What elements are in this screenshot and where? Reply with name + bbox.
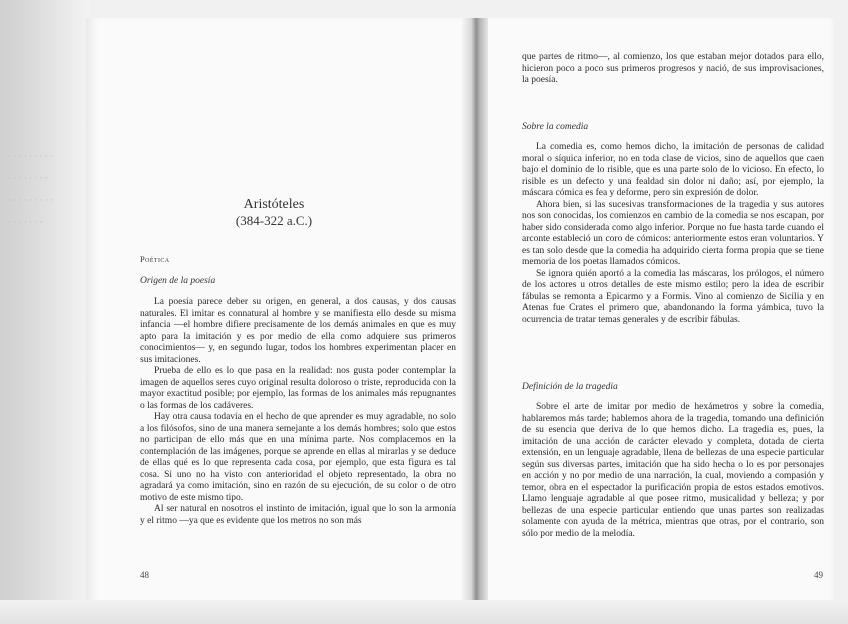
book-gutter bbox=[462, 18, 488, 608]
right-page bbox=[488, 18, 836, 606]
paragraph: La poesía parece deber su origen, en general, a dos causas, y dos causas naturales. El imitar es connatural al hombre y se manifiesta ello desde su misma infancia —el hombre difiere precisamente de los demás animales en que es muy apto para la imitación y es por medio de ella como adquiere sus primeros conocimientos— y, en segundo lugar, todos los hombres experimentan placer en sus imitaciones. bbox=[140, 297, 456, 365]
paragraph: Ahora bien, si las sucesivas transformaciones de la tragedia y sus autores nos son conocidas, los comienzos en cambio de la comedia se nos escapan, por haber sido considerada como algo inferior. Porque no fue hasta tarde cuando el arconte estableció un coro de cómicos: anteriormente estos eran voluntarios. Y es tan solo desde que la comedia ha adquirido cierta forma propia que se tiene memoria de los poetas llamados cómicos. bbox=[522, 199, 824, 267]
left-body-text bbox=[140, 297, 456, 527]
scanner-bottom-shadow bbox=[0, 600, 848, 624]
heading-origen: Origen de la poesía bbox=[140, 276, 216, 286]
paragraph: La comedia es, como hemos dicho, la imitación de personas de calidad moral o síquica inferior, no en toda clase de vicios, sino de aquellos que caen bajo el dominio de lo risible, que es una parte solo de lo vicioso. En efecto, lo risible es un defecto y una fealdad sin dolor ni daño; así, por ejemplo, la máscara cómica es fea y deforme, pero sin expresión de dolor. bbox=[522, 142, 824, 198]
paragraph: Hay otra causa todavía en el hecho de que aprender es muy agradable, no solo a los filósofos, sino de una manera semejante a los demás hombres; solo que estos no participan de ello más que en una mínima parte. Nos complacemos en la contemplación de las imágenes, porque se aprende en ellas al mirarlas y se deduce de ellas qué es lo que representa cada cosa, por ejemplo, que esta figura es tal cosa. Si uno no ha visto con anterioridad el objeto representado, la obra no agradará ya como imitación, sino en razón de su ejecución, de su color o de otro motivo de este mismo tipo. bbox=[140, 412, 456, 503]
right-continuation-text bbox=[522, 52, 824, 87]
left-page bbox=[86, 18, 462, 606]
author-name: Aristóteles bbox=[243, 197, 305, 212]
page-number-left: 48 bbox=[140, 570, 149, 580]
author-dates: (384-322 a.C.) bbox=[235, 213, 313, 228]
paragraph: Sobre el arte de imitar por medio de hexámetros y sobre la comedia, hablaremos más tarde; hablemos ahora de la tragedia, tomando una definición de su esencia que deriva de lo que hemos dicho. La tragedia es, pues, la imitación de una acción de carácter elevado y completa, dotada de cierta extensión, en un lenguaje agradable, llena de bellezas de una especie particular según sus diversas partes, imitación que ha sido hecha o lo es por personajes en acción y no por medio de una narración, la cual, moviendo a compasión y temor, obra en el espectador la purificación propia de estos estados emotivos. Llamo lenguaje agradable al que posee ritmo, musicalidad y belleza; y por bellezas de una especie particular entiendo que unas partes son realizadas solamente con ayuda de la métrica, mientras que otras, por el contrario, son sólo por medio de la melodía. bbox=[522, 402, 824, 539]
page-number-right: 49 bbox=[814, 570, 823, 580]
paragraph: Al ser natural en nosotros el instinto de imitación, igual que lo son la armonía y el ritmo —ya que es evidente que los metros no son más bbox=[140, 504, 456, 526]
section-title-text: Poética bbox=[140, 254, 170, 264]
paragraph: Se ignora quién aportó a la comedia las máscaras, los prólogos, el número de los actores u otros detalles de este mismo estilo; pero la idea de escribir fábulas se remonta a Epicarmo y a Formis. Vino al comienzo de Sicilia y en Atenas fue Crates el primero que, abandonando la forma yámbica, tuvo la ocurrencia de tratar temas generales y de escribir fábulas. bbox=[522, 268, 824, 325]
paragraph: que partes de ritmo—, al comienzo, los que estaban mejor dotados para ello, hicieron poco a poco sus primeros progresos y nació, de sus improvisaciones, la poesía. bbox=[522, 52, 824, 85]
comedia-body-text bbox=[522, 142, 824, 326]
heading-comedia: Sobre la comedia bbox=[522, 122, 589, 132]
previous-page-shadow: · · · · · · · · · · · · · · · · · · · · · · · · · · · · · · · · · bbox=[0, 0, 90, 624]
heading-tragedia: Definición de la tragedia bbox=[522, 382, 618, 392]
tragedia-body-text bbox=[522, 402, 824, 540]
author-heading bbox=[86, 197, 462, 229]
paragraph: Prueba de ello es lo que pasa en la realidad: nos gusta poder contemplar la imagen de aquellos seres cuyo original resulta doloroso o triste, reproducida con la mayor exactitud posible; por ejemplo, las formas de los animales más repugnantes o las formas de los cadáveres. bbox=[140, 366, 456, 411]
section-title bbox=[140, 254, 170, 264]
